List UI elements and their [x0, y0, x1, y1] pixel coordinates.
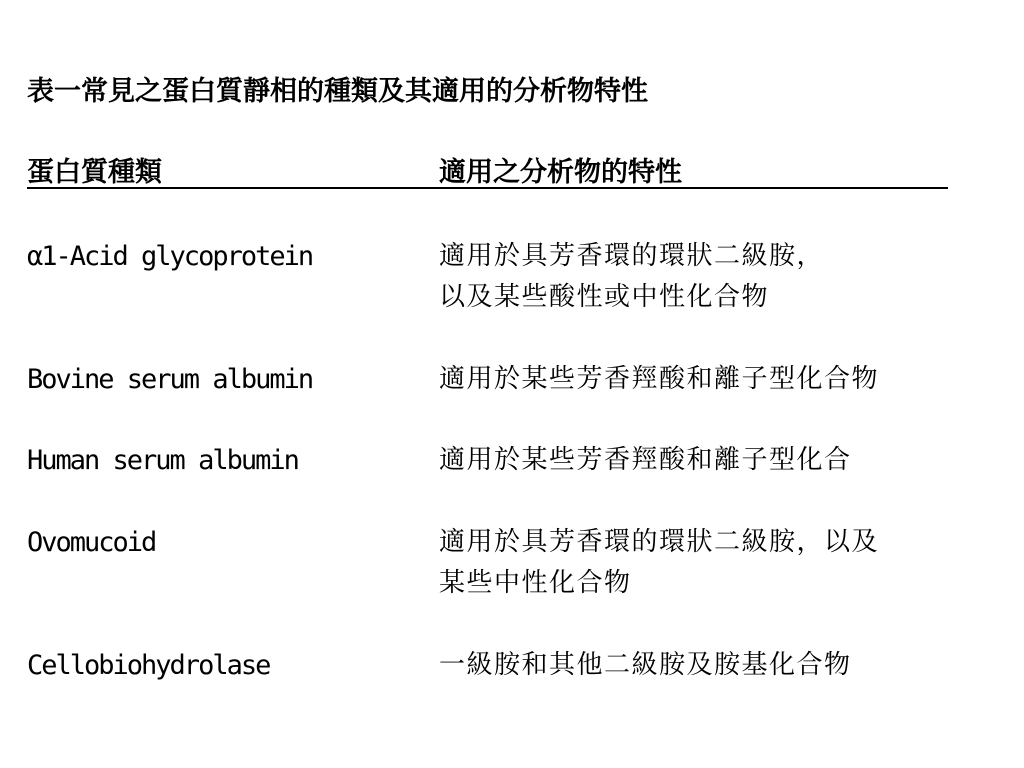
analyte-property: 適用於某些芳香羥酸和離子型化合物: [439, 364, 880, 394]
table-header-row: [27, 154, 948, 189]
protein-name: Cellobiohydrolase: [27, 650, 270, 681]
protein-name: Human serum albumin: [27, 445, 298, 476]
analyte-property: 適用於具芳香環的環狀二級胺， 以及某些酸性或中性化合物: [439, 241, 825, 312]
table-title: 表一常見之蛋白質靜相的種類及其適用的分析物特性: [27, 76, 648, 107]
protein-name: Bovine serum albumin: [27, 364, 313, 395]
protein-name: α1-Acid glycoprotein: [27, 241, 313, 272]
header-analyte-property: 適用之分析物的特性: [439, 157, 682, 188]
protein-name: Ovomucoid: [27, 527, 156, 558]
analyte-property: 一級胺和其他二級胺及胺基化合物: [439, 650, 852, 680]
header-protein-type: 蛋白質種類: [27, 157, 162, 188]
analyte-property: 適用於某些芳香羥酸和離子型化合: [439, 445, 852, 475]
analyte-property: 適用於具芳香環的環狀二級胺，以及 某些中性化合物: [439, 527, 880, 598]
